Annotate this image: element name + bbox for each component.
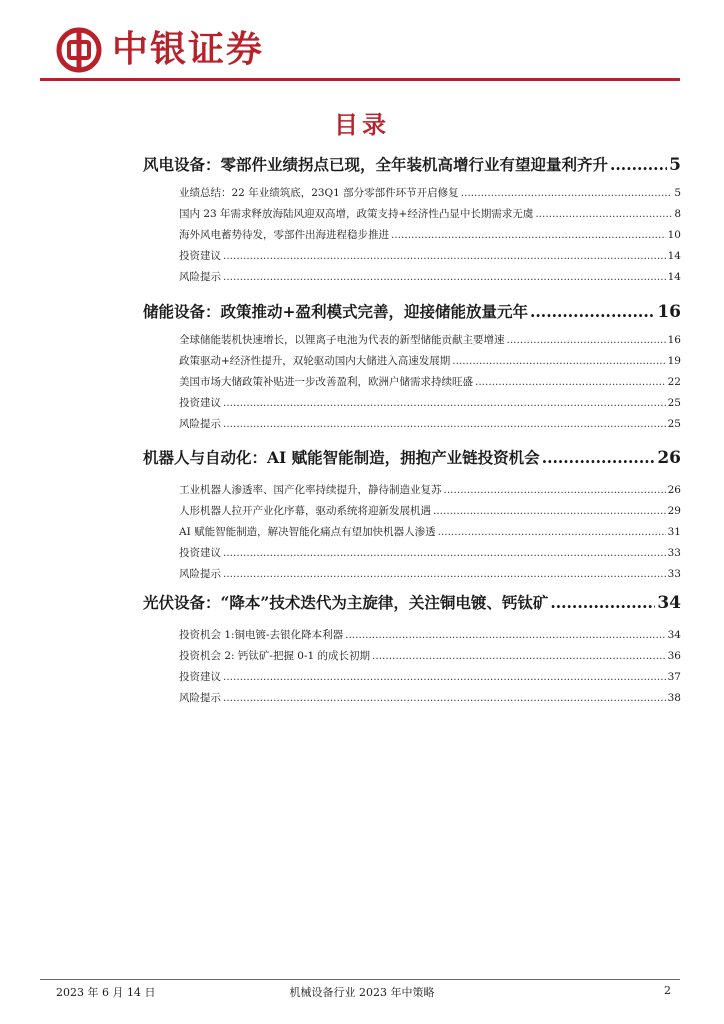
brand-logo — [56, 26, 264, 74]
toc-section — [143, 591, 681, 711]
dot-leader — [550, 593, 655, 612]
toc-entry[interactable] — [179, 185, 681, 206]
section-page: 16 — [657, 302, 681, 322]
toc-entry[interactable] — [179, 416, 681, 437]
toc-entry[interactable] — [179, 227, 681, 248]
dot-leader — [542, 448, 656, 467]
dot-leader — [223, 671, 666, 683]
dot-leader — [475, 376, 666, 388]
toc-entry[interactable] — [179, 648, 681, 669]
toc-entry[interactable] — [179, 669, 681, 690]
entry-title: 海外风电蓄势待发，零部件出海进程稳步推进 — [179, 229, 389, 241]
entry-title: AI 赋能智能制造，解决智能化痛点有望加快机器人渗透 — [179, 526, 436, 538]
toc-entry[interactable] — [179, 545, 681, 566]
entry-title: 投资建议 — [179, 250, 221, 262]
entry-page: 37 — [667, 671, 681, 683]
header-divider — [40, 78, 680, 81]
toc-entry[interactable] — [179, 374, 681, 395]
dot-leader — [345, 629, 666, 641]
toc-section — [143, 153, 681, 290]
entry-title: 投资建议 — [179, 397, 221, 409]
entry-page: 31 — [667, 526, 681, 538]
entry-title: 投资建议 — [179, 547, 221, 559]
dot-leader — [433, 505, 666, 517]
toc-entry[interactable] — [179, 353, 681, 374]
section-page: 5 — [669, 155, 681, 175]
entry-title: 人形机器人拉开产业化序幕，驱动系统将迎新发展机遇 — [179, 505, 431, 517]
entry-page: 5 — [674, 187, 681, 199]
dot-leader — [223, 568, 666, 580]
entry-page: 36 — [667, 650, 681, 662]
entry-page: 16 — [667, 334, 681, 346]
toc-section-heading[interactable] — [143, 300, 681, 322]
dot-leader — [223, 271, 666, 283]
section-title: 储能设备：政策推动+盈利模式完善，迎接储能放量元年 — [143, 302, 528, 321]
dot-leader — [530, 302, 655, 321]
entry-title: 投资机会 2: 钙钛矿-把握 0-1 的成长初期 — [179, 650, 371, 662]
entry-title: 美国市场大储政策补贴进一步改善盈利，欧洲户储需求持续旺盛 — [179, 376, 473, 388]
dot-leader — [223, 250, 666, 262]
dot-leader — [372, 650, 666, 662]
footer-report-title: 机械设备行业 2023 年中策略 — [289, 986, 435, 999]
entry-title: 风险提示 — [179, 271, 221, 283]
dot-leader — [438, 526, 666, 538]
toc-entry[interactable] — [179, 566, 681, 587]
section-title: 机器人与自动化：AI 赋能智能制造，拥抱产业链投资机会 — [143, 448, 540, 467]
entry-page: 33 — [667, 568, 681, 580]
entry-title: 风险提示 — [179, 692, 221, 704]
toc-entry[interactable] — [179, 332, 681, 353]
toc-entry[interactable] — [179, 269, 681, 290]
dot-leader — [223, 418, 666, 430]
toc-section-heading[interactable] — [143, 153, 681, 175]
footer-divider — [40, 979, 680, 980]
entry-page: 29 — [667, 505, 681, 517]
bank-of-china-logo-icon — [56, 27, 102, 73]
section-page: 34 — [657, 593, 681, 613]
entry-page: 26 — [667, 484, 681, 496]
entry-title: 业绩总结：22 年业绩筑底，23Q1 部分零部件环节开启修复 — [179, 187, 459, 199]
entry-title: 投资机会 1:铜电镀-去银化降本利器 — [179, 629, 344, 641]
toc-entry[interactable] — [179, 503, 681, 524]
toc-entry[interactable] — [179, 627, 681, 648]
dot-leader — [535, 208, 672, 220]
toc-section-heading[interactable] — [143, 591, 681, 613]
toc-entry[interactable] — [179, 395, 681, 416]
entry-page: 19 — [667, 355, 681, 367]
toc-entry[interactable] — [179, 524, 681, 545]
dot-leader — [223, 692, 666, 704]
entry-title: 全球储能装机快速增长，以锂离子电池为代表的新型储能贡献主要增速 — [179, 334, 505, 346]
section-title: 风电设备：零部件业绩拐点已现，全年装机高增行业有望迎量利齐升 — [143, 155, 609, 174]
entry-page: 14 — [667, 250, 681, 262]
toc-entry[interactable] — [179, 248, 681, 269]
dot-leader — [461, 187, 673, 199]
dot-leader — [444, 484, 666, 496]
entry-page: 25 — [667, 397, 681, 409]
section-page: 26 — [657, 448, 681, 468]
footer-date: 2023 年 6 月 14 日 — [56, 986, 156, 999]
dot-leader — [610, 155, 667, 174]
dot-leader — [223, 547, 666, 559]
toc-title: 目录 — [334, 111, 390, 139]
section-title: 光伏设备：“降本”技术迭代为主旋律，关注铜电镀、钙钛矿 — [143, 593, 549, 612]
page-header — [0, 0, 724, 82]
dot-leader — [452, 355, 665, 367]
toc-section-heading[interactable] — [143, 446, 681, 468]
entry-page: 25 — [667, 418, 681, 430]
footer-page-number: 2 — [664, 984, 671, 997]
toc-section — [143, 446, 681, 587]
entry-page: 33 — [667, 547, 681, 559]
entry-page: 38 — [667, 692, 681, 704]
dot-leader — [223, 397, 666, 409]
entry-page: 10 — [667, 229, 681, 241]
toc-entry[interactable] — [179, 482, 681, 503]
entry-title: 投资建议 — [179, 671, 221, 683]
toc-entry[interactable] — [179, 690, 681, 711]
toc-entry[interactable] — [179, 206, 681, 227]
toc-section — [143, 300, 681, 437]
entry-page: 8 — [674, 208, 681, 220]
entry-title: 国内 23 年需求释放海陆风迎双高增，政策支持+经济性凸显中长期需求无虞 — [179, 208, 534, 220]
entry-title: 风险提示 — [179, 418, 221, 430]
entry-page: 34 — [667, 629, 681, 641]
dot-leader — [391, 229, 666, 241]
brand-name: 中银证券 — [112, 29, 265, 70]
entry-title: 风险提示 — [179, 568, 221, 580]
dot-leader — [507, 334, 666, 346]
entry-page: 22 — [667, 376, 681, 388]
entry-page: 14 — [667, 271, 681, 283]
entry-title: 工业机器人渗透率、国产化率持续提升，静待制造业复苏 — [179, 484, 442, 496]
entry-title: 政策驱动+经济性提升，双轮驱动国内大储进入高速发展期 — [179, 355, 451, 367]
